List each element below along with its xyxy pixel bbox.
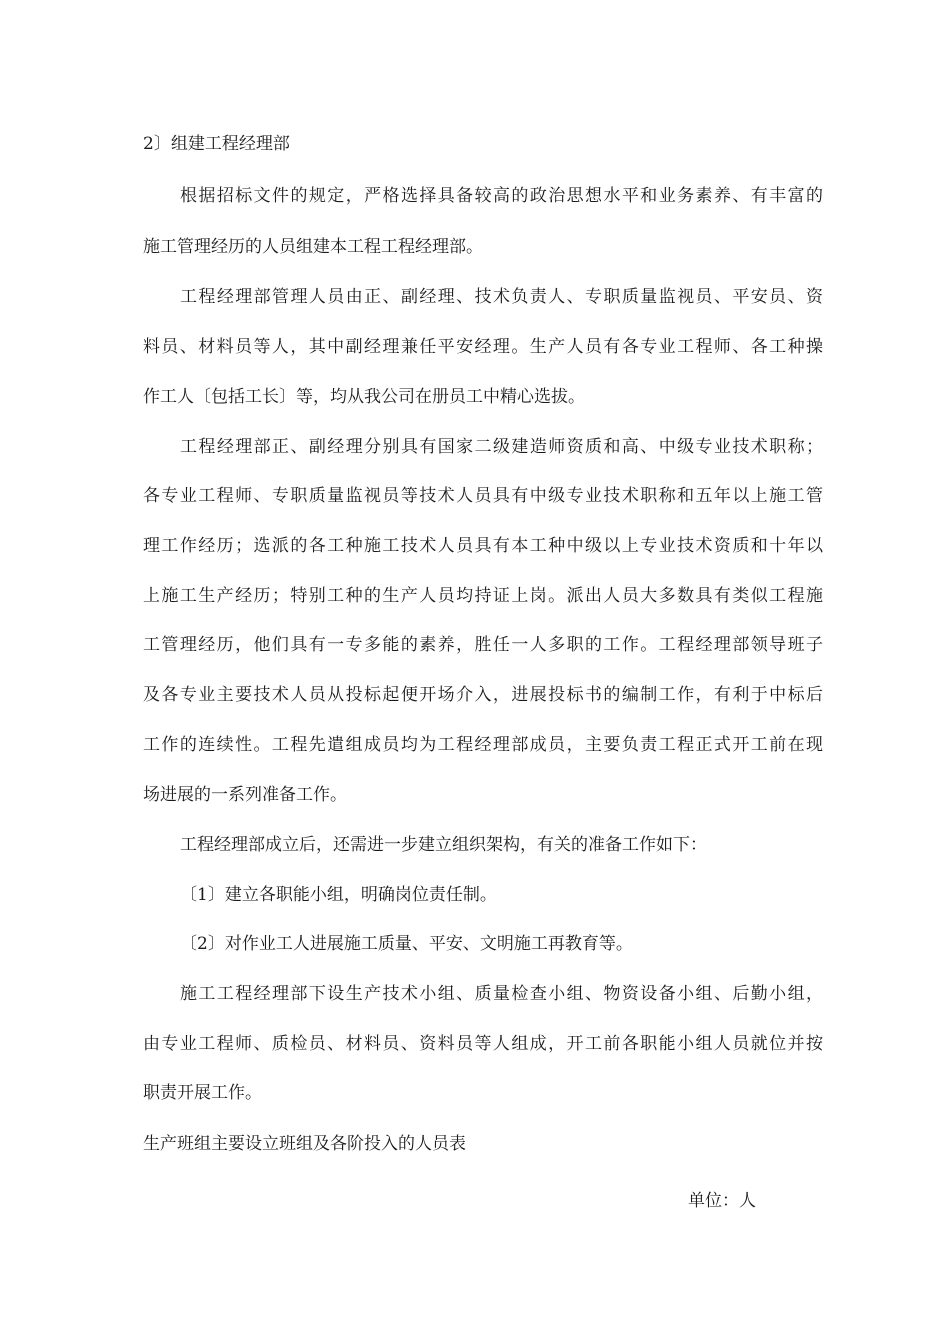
paragraph-2-line-2: 料员、材料员等人，其中副经理兼任平安经理。生产人员有各专业工程师、各工种操	[143, 337, 823, 357]
paragraph-3-line-6: 及各专业主要技术人员从投标起便开场介入，进展投标书的编制工作，有利于中标后	[143, 685, 823, 705]
paragraph-3-line-4: 上施工生产经历；特别工种的生产人员均持证上岗。派出人员大多数具有类似工程施	[143, 586, 823, 606]
paragraph-3-line-7: 工作的连续性。工程先遣组成员均为工程经理部成员，主要负责工程正式开工前在现	[143, 735, 823, 755]
paragraph-5-line-2: 由专业工程师、质检员、材料员、资料员等人组成，开工前各职能小组人员就位并按	[143, 1034, 823, 1054]
paragraph-3-line-2: 各专业工程师、专职质量监视员等技术人员具有中级专业技术职称和五年以上施工管	[143, 486, 823, 506]
paragraph-3-line-8: 场进展的一系列准备工作。	[143, 785, 347, 805]
table-caption: 生产班组主要设立班组及各阶投入的人员表	[143, 1134, 466, 1154]
paragraph-1-line-1: 根据招标文件的规定，严格选择具备较高的政治思想水平和业务素养、有丰富的	[180, 186, 823, 206]
paragraph-3-line-3: 理工作经历；选派的各工种施工技术人员具有本工种中级以上专业技术资质和十年以	[143, 536, 823, 556]
section-heading: 2〕组建工程经理部	[143, 134, 290, 154]
paragraph-3-line-5: 工管理经历，他们具有一专多能的素养，胜任一人多职的工作。工程经理部领导班子	[143, 635, 823, 655]
paragraph-5-line-3: 职责开展工作。	[143, 1083, 262, 1103]
unit-label: 单位：人	[688, 1191, 756, 1211]
paragraph-5-line-1: 施工工程经理部下设生产技术小组、质量检查小组、物资设备小组、后勤小组，	[180, 984, 823, 1004]
paragraph-2-line-1: 工程经理部管理人员由正、副经理、技术负责人、专职质量监视员、平安员、资	[180, 287, 823, 307]
paragraph-4-line-1: 工程经理部成立后，还需进一步建立组织架构，有关的准备工作如下：	[180, 835, 707, 855]
paragraph-1-line-2: 施工管理经历的人员组建本工程工程经理部。	[143, 237, 483, 257]
paragraph-2-line-3: 作工人〔包括工长〕等，均从我公司在册员工中精心选拔。	[143, 387, 585, 407]
list-item-1: 〔1〕建立各职能小组，明确岗位责任制。	[180, 885, 497, 905]
list-item-2: 〔2〕对作业工人进展施工质量、平安、文明施工再教育等。	[180, 934, 633, 954]
paragraph-3-line-1: 工程经理部正、副经理分别具有国家二级建造师资质和高、中级专业技术职称；	[180, 437, 823, 457]
